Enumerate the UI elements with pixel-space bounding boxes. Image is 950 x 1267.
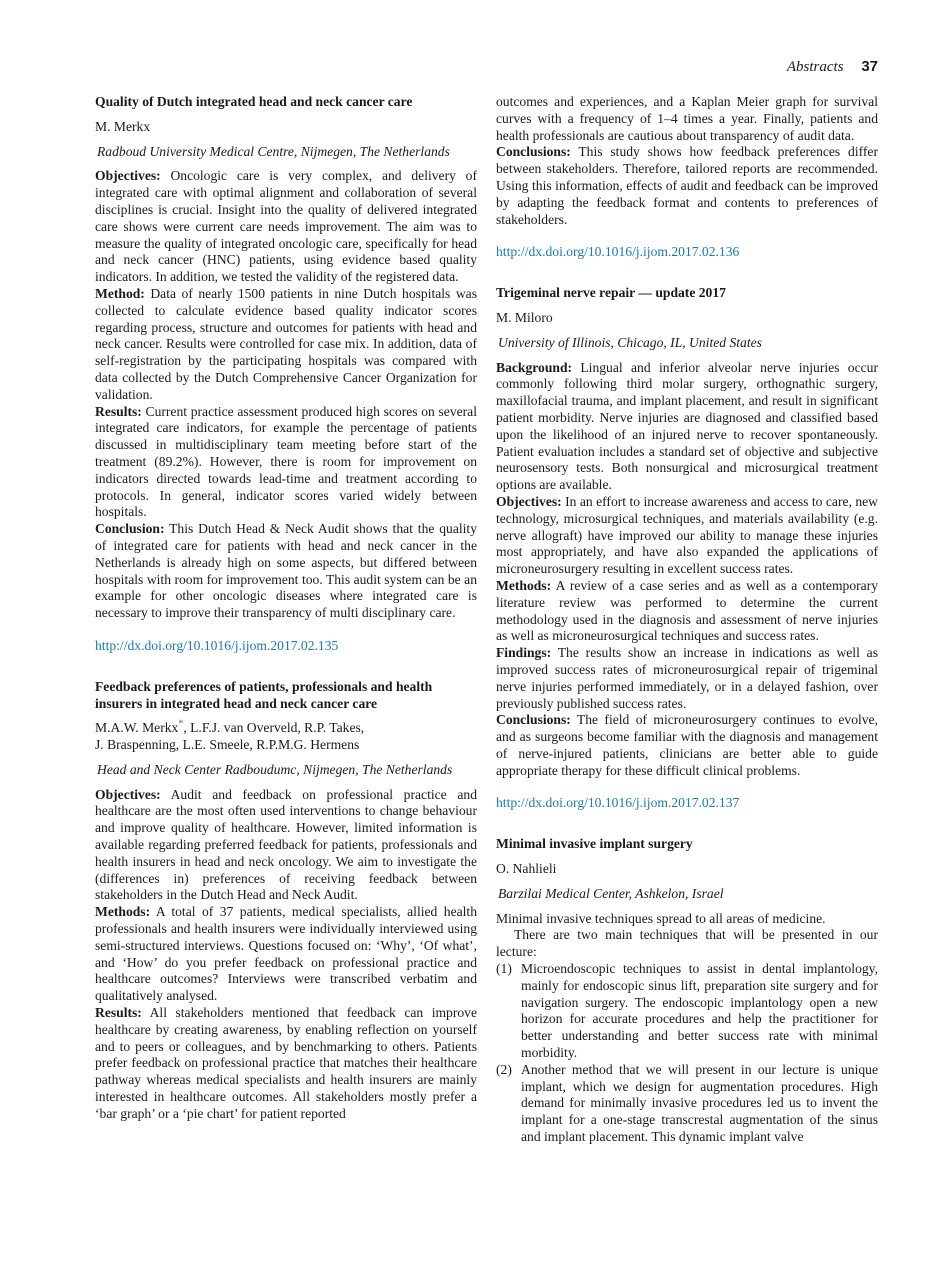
abstract-authors: M. Merkx xyxy=(95,118,151,134)
abstract-section xyxy=(496,578,878,645)
section-label: Results: xyxy=(95,403,142,419)
section-label: Conclusion: xyxy=(95,521,165,537)
abstract-authors: O. Nahlieli xyxy=(496,861,557,877)
list-text: Microendoscopic techniques to assist in dental implantology, mainly for endoscopic sinus lift, preparation site surgery and for navigation surgery. The endoscopic implantology open a new horizon for accurate procedures and help the practitioner for better understanding and better success rate with minimal morbidity. xyxy=(521,961,878,1061)
section-label: Method: xyxy=(95,285,145,301)
abstract-section xyxy=(95,787,477,905)
section-label: Objectives: xyxy=(95,168,161,184)
abstract-section xyxy=(95,286,477,404)
numbered-list xyxy=(496,961,878,1146)
abstract-paragraph: Minimal invasive techniques spread to all areas of medicine. xyxy=(496,910,826,926)
abstract-paragraph: There are two main techniques that will be presented in our lecture: xyxy=(496,927,878,960)
author-names: , L.F.J. van Overveld, R.P. Takes, xyxy=(183,720,365,736)
section-label: Conclusions: xyxy=(496,144,571,160)
corresponding-author-star[interactable]: * xyxy=(178,718,184,730)
section-text: Audit and feedback on professional practice and healthcare are the most often used interventions to change behaviour and improve quality of healthcare. However, limited information is available regarding preferred feedback for patients, professionals and health insurers in head and neck oncology. We aim to investigate the (differences in) preferences of receiving feedback between stakeholders in the Dutch Head and Neck Audit. xyxy=(95,786,477,903)
doi-link[interactable]: http://dx.doi.org/10.1016/j.ijom.2017.02.135 xyxy=(95,637,339,653)
page-header xyxy=(787,58,878,78)
right-column xyxy=(496,94,878,1146)
list-text: Another method that we will present in our lecture is unique implant, which we design for augmentation procedures. High demand for minimally invasive procedures led us to invent the implant for a one-stage transcrestal augmentation of the sinus and implant placement. This dynamic implant valve xyxy=(521,1061,878,1145)
section-text: This study shows how feedback preferences differ between stakeholders. Therefore, tailored reports are recommended. Using this information, effects of audit and feedback can be improved by adapting the feedback format and contents to preferences of stakeholders. xyxy=(496,144,878,227)
list-item xyxy=(496,961,878,1062)
section-text: All stakeholders mentioned that feedback can improve healthcare by creating awareness, by enabling reflection on yourself and to peers or colleagues, and by benchmarking to others. Patients prefer feedback on professional practice that matches their healthcare pathway whereas medical specialists and health insurers are mainly interested in healthcare outcomes. All stakeholders mostly prefer a ‘bar graph’ or a ‘pie chart’ for patient reported xyxy=(95,1005,477,1121)
section-label: Conclusions: xyxy=(496,712,571,728)
doi-link[interactable]: http://dx.doi.org/10.1016/j.ijom.2017.02.137 xyxy=(496,795,740,811)
abstract-title: Minimal invasive implant surgery xyxy=(496,836,693,852)
abstract-continuation: outcomes and experiences, and a Kaplan Meier graph for survival curves with a frequency of 1–4 times a year. Finally, patients and health professionals are cautious about transparency of audit data. xyxy=(496,94,878,143)
section-text: Current practice assessment produced high scores on several integrated care indicators, for example the percentage of patients discussed in multidisciplinary team meeting before start of the treatment (89.2%). However, there is room for improvement on indicators directed towards lead-time and treatment according to protocols. In general, indicator scores varied widely between hospitals. xyxy=(95,403,477,520)
abstract-section xyxy=(496,494,878,578)
author-name: M.A.W. Merkx xyxy=(95,720,179,736)
section-label: Objectives: xyxy=(496,493,562,509)
journal-name: Abstracts xyxy=(786,59,844,75)
abstract-title: Feedback preferences of patients, professionals and health insurers in integrated head and neck cancer care xyxy=(95,678,433,711)
abstract-affiliation: Radboud University Medical Centre, Nijmegen, The Netherlands xyxy=(97,143,450,159)
abstract-section xyxy=(496,144,878,228)
doi-link[interactable]: http://dx.doi.org/10.1016/j.ijom.2017.02.136 xyxy=(496,244,740,260)
section-label: Results: xyxy=(95,1005,142,1021)
abstract-title: Quality of Dutch integrated head and neck cancer care xyxy=(95,94,413,109)
section-label: Methods: xyxy=(496,577,552,593)
abstract-affiliation: Barzilai Medical Center, Ashkelon, Israel xyxy=(498,885,724,901)
abstract-authors: M. Miloro xyxy=(496,309,553,325)
section-label: Background: xyxy=(496,359,573,375)
list-number: (1) xyxy=(496,961,512,977)
section-text: Data of nearly 1500 patients in nine Dutch hospitals was collected to calculate evidence based quality indicator scores regarding process, structure and outcomes for patients with head and neck cancer. Results were controlled for case mix. In addition, data of self-registration by the participating hospitals was compared with data collected by the Dutch Comprehensive Cancer Organization for validation. xyxy=(95,285,477,402)
section-label: Methods: xyxy=(95,904,151,920)
author-names: J. Braspenning, L.E. Smeele, R.P.M.G. Hermens xyxy=(95,737,360,753)
section-label: Objectives: xyxy=(95,786,161,802)
section-text: Lingual and inferior alveolar nerve injuries occur commonly following third molar surgery, orthognathic surgery, maxillofacial trauma, and implant placement, and result in significant patient morbidity. Nerve injuries are diagnosed and classified based upon the likelihood of an injured nerve to recover spontaneously. Patient evaluation includes a standard set of objective and subjective neurosensory tests. Both nonsurgical and microsurgical treatment options are available. xyxy=(496,359,878,493)
section-text: A review of a case series and as well as a contemporary literature review was performed to determine the current methodology used in the diagnosis and assessment of nerve injuries as well as microneurosurgical techniques and success rates. xyxy=(496,577,878,644)
abstract-affiliation: Head and Neck Center Radboudumc, Nijmegen, The Netherlands xyxy=(97,761,453,777)
section-text: Oncologic care is very complex, and delivery of integrated care with optimal alignment and collaboration of several disciplines is crucial. Insight into the quality of delivered integrated care shows were current care needs improvement. The aim was to measure the quality of integrated oncologic care, specifically for head and neck cancer (HNC) patients, using evidence based quality indicators. In addition, we tested the validity of the registered data. xyxy=(95,168,477,285)
abstract-affiliation: University of Illinois, Chicago, IL, United States xyxy=(498,334,762,350)
section-text: The results show an increase in indications as well as improved success rates of microneurosurgical repair of trigeminal nerve injuries performed immediately, or in a delayed fashion, over previously published success rates. xyxy=(496,645,878,711)
abstract-title: Trigeminal nerve repair — update 2017 xyxy=(496,285,726,301)
left-column xyxy=(95,94,477,1123)
section-text: A total of 37 patients, medical specialists, allied health professionals and health insurers were individually interviewed using semi-structured interviews. Questions focused on: ‘Why’, ‘Of what’, and ‘How’ do you prefer feedback on professional practice and healthcare outcomes? Interviews were transcribed verbatim and qualitatively analysed. xyxy=(95,904,477,1004)
section-label: Findings: xyxy=(496,645,552,661)
section-text: In an effort to increase awareness and access to care, new technology, microsurgical techniques, and materials availability (e.g. nerve allograft) have improved our ability to manage these injuries most appropriately, and have also expanded the applications of microneurosurgery resulting in excellent success rates. xyxy=(496,493,878,577)
abstract-section xyxy=(95,168,477,286)
abstract-section xyxy=(95,904,477,1005)
list-item xyxy=(496,1062,878,1146)
abstract-section xyxy=(496,712,878,779)
page-number: 37 xyxy=(861,58,878,75)
abstract-section xyxy=(95,521,477,622)
list-number: (2) xyxy=(496,1061,512,1077)
abstract-section xyxy=(95,404,477,522)
section-text: This Dutch Head & Neck Audit shows that the quality of integrated care for patients with head and neck cancer in the Netherlands is already high on some aspects, but differed between hospitals with room for improvement too. This audit system can be an example for other oncologic diseases where integrated care is necessary to improve their transparency of multi disciplinary care. xyxy=(95,521,477,621)
abstract-section xyxy=(496,360,878,494)
abstract-authors xyxy=(95,720,477,754)
abstract-section xyxy=(95,1005,477,1123)
abstract-section xyxy=(496,645,878,712)
section-text: The field of microneurosurgery continues to evolve, and as surgeons become familiar with the diagnosis and management of nerve-injured patients, clinicians are better able to guide appropriate therapy for these difficult clinical problems. xyxy=(496,712,878,778)
